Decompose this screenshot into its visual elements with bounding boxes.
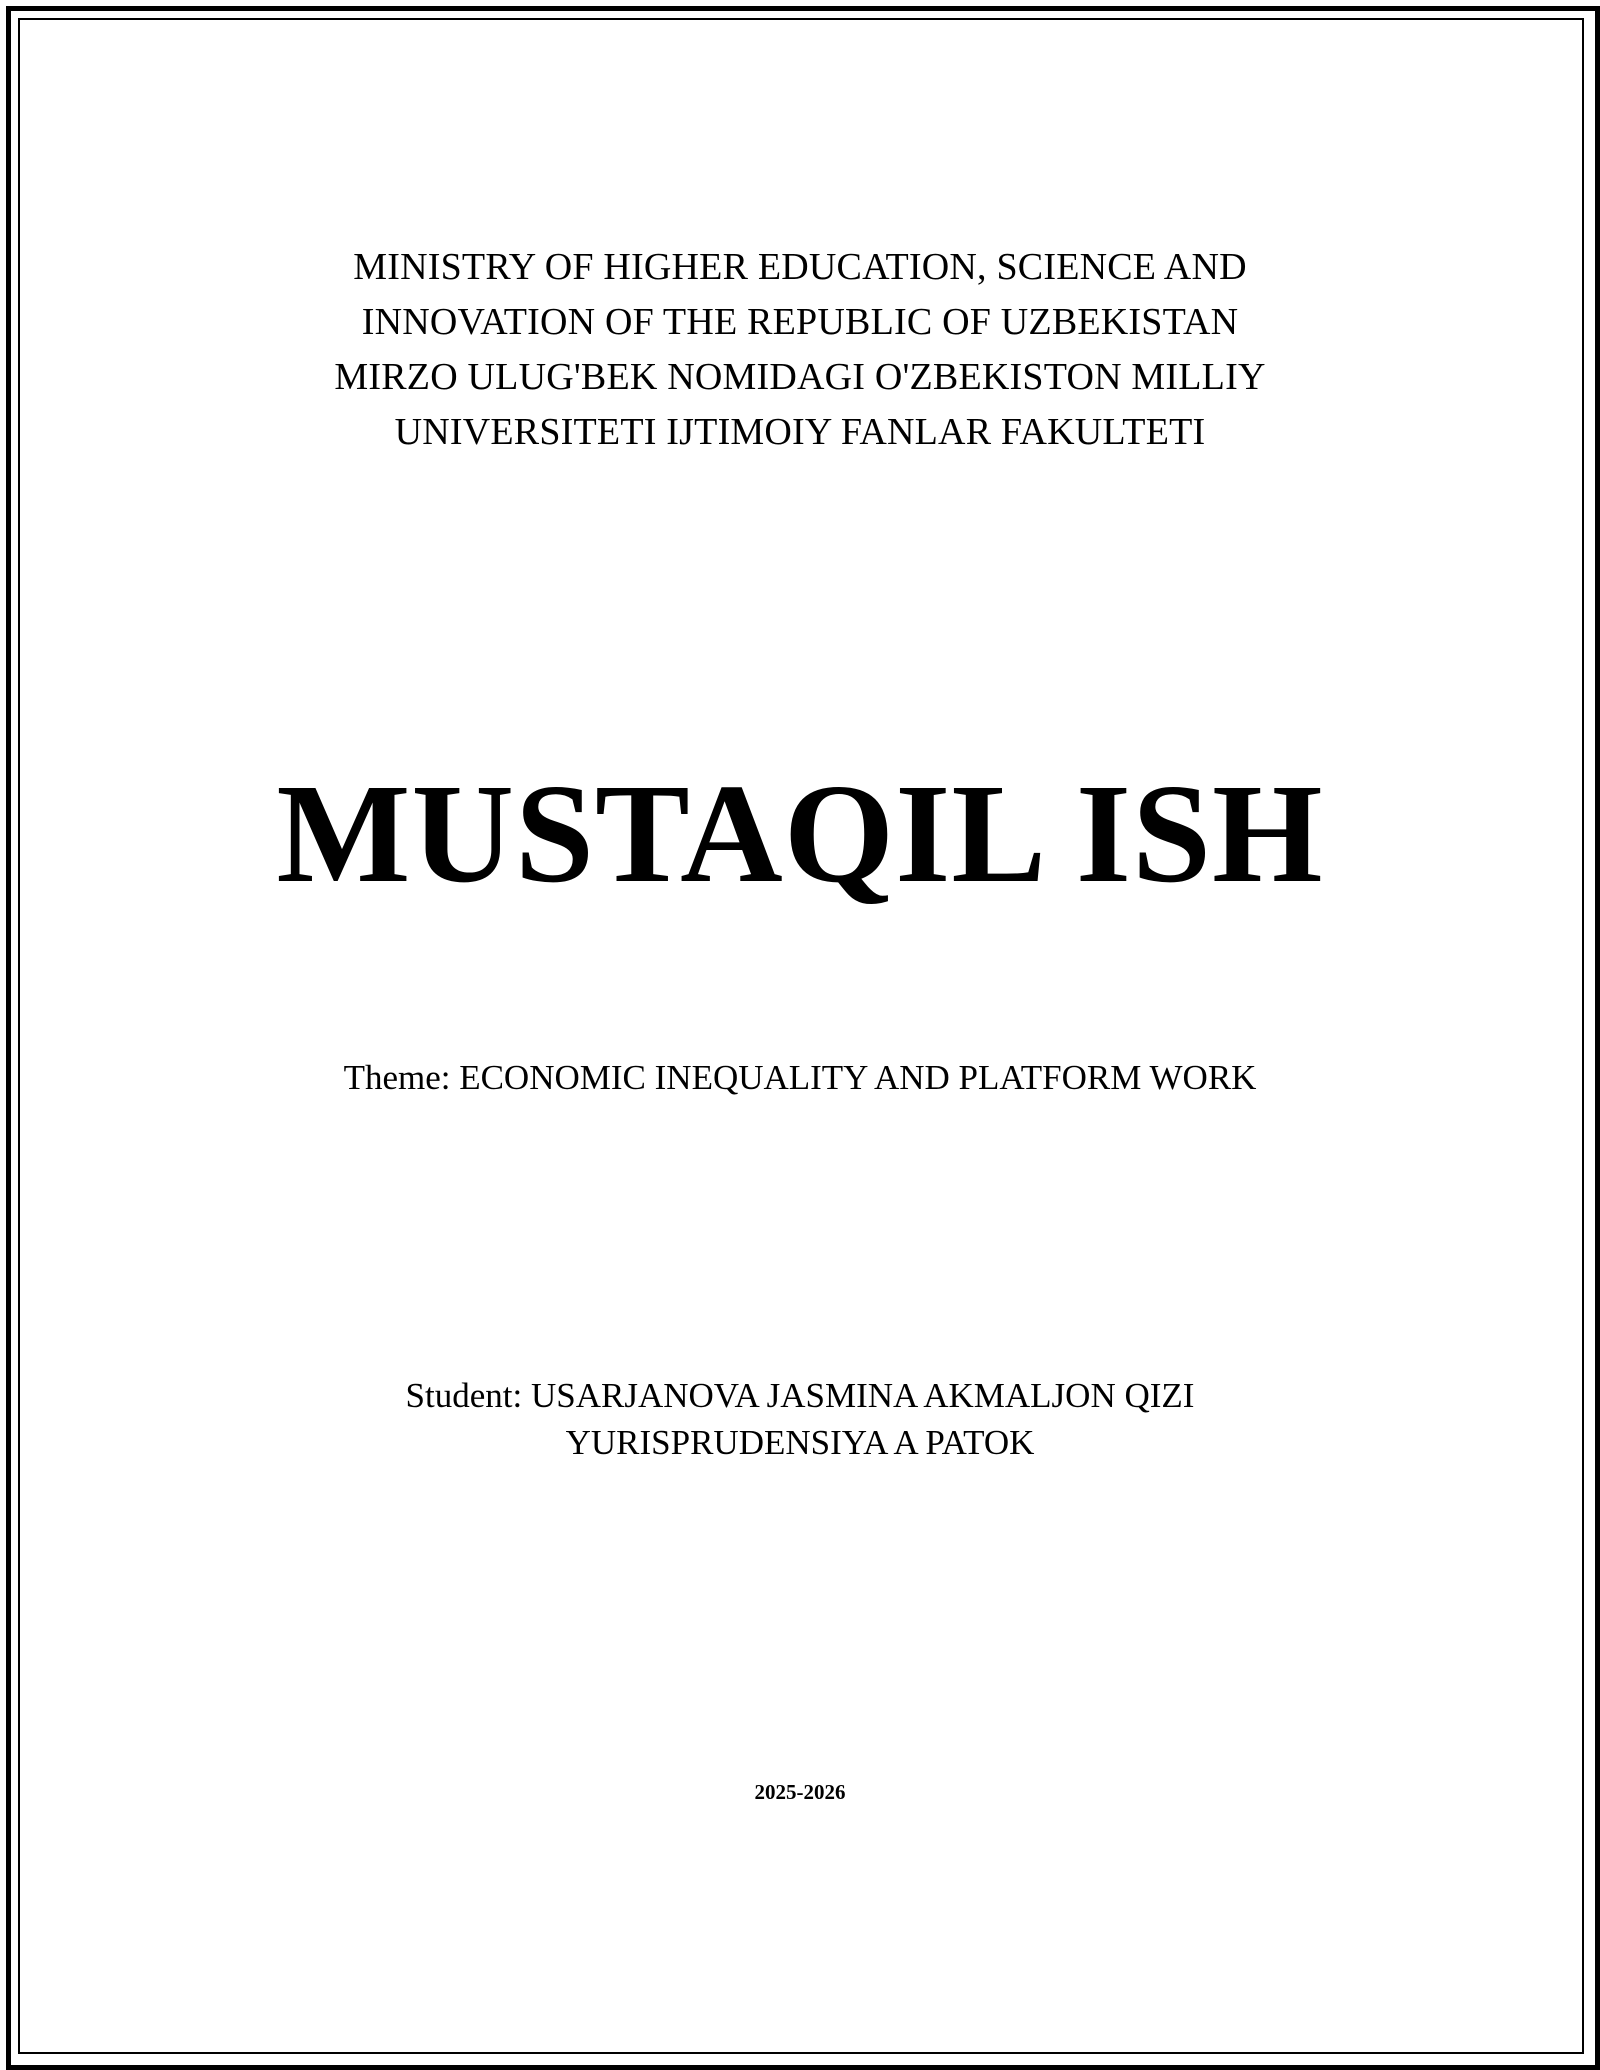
student-name: Student: USARJANOVA JASMINA AKMALJON QIZI bbox=[405, 1376, 1195, 1415]
header-line-3: MIRZO ULUG'BEK NOMIDAGI O'ZBEKISTON MILLIY bbox=[334, 356, 1266, 398]
header-line-4: UNIVERSITETI IJTIMOIY FANLAR FAKULTETI bbox=[394, 411, 1206, 453]
document-title: MUSTAQIL ISH bbox=[276, 754, 1324, 912]
theme-line: Theme: ECONOMIC INEQUALITY AND PLATFORM WORK bbox=[343, 1058, 1257, 1097]
student-info bbox=[0, 1372, 1600, 1466]
header-line-2: INNOVATION OF THE REPUBLIC OF UZBEKISTAN bbox=[361, 301, 1239, 343]
institution-header bbox=[0, 240, 1600, 460]
student-group: YURISPRUDENSIYA A PATOK bbox=[565, 1423, 1035, 1462]
academic-year: 2025-2026 bbox=[754, 1780, 846, 1804]
header-line-1: MINISTRY OF HIGHER EDUCATION, SCIENCE AND bbox=[353, 246, 1247, 288]
